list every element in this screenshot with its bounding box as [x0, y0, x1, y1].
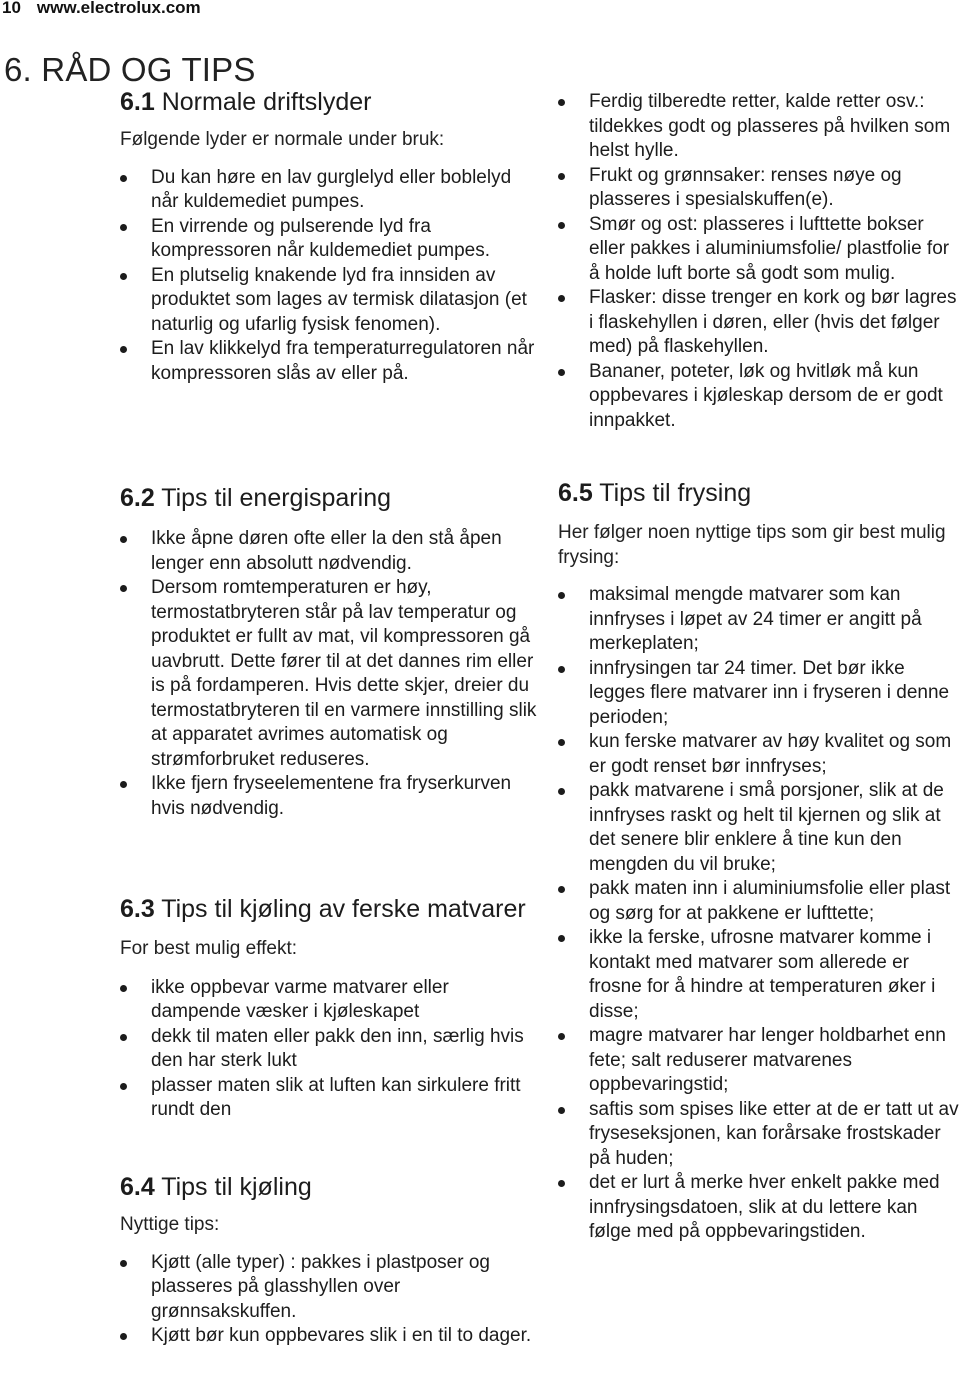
bullet-list	[120, 1251, 540, 1349]
list-item: Ikke fjern fryseelementene fra fryserkurven hvis nødvendig.	[120, 772, 540, 821]
list-item: Ferdig tilberedte retter, kalde retter osv.: tildekkes godt og plasseres på hvilken som helst hylle.	[558, 90, 960, 164]
section-6-4-continued	[558, 90, 960, 433]
bullet-list	[558, 583, 960, 1245]
list-item: Frukt og grønnsaker: renses nøye og plasseres i spesialskuffen(e).	[558, 164, 960, 213]
chapter-title: 6. RÅD OG TIPS	[4, 51, 256, 89]
list-item: En virrende og pulserende lyd fra kompressoren når kuldemediet pumpes.	[120, 215, 540, 264]
section-heading: Tips til frysing	[592, 479, 752, 507]
page-number: 10	[2, 0, 21, 17]
page-header	[2, 0, 201, 18]
bullet-list	[120, 527, 540, 821]
list-item: Kjøtt bør kun oppbevares slik i en til to dager.	[120, 1324, 540, 1349]
list-item: dekk til maten eller pakk den inn, særlig hvis den har sterk lukt	[120, 1025, 540, 1074]
list-item: Kjøtt (alle typer) : pakkes i plastposer og plasseres på glasshyllen over grønnsakskuffen.	[120, 1251, 540, 1325]
list-item: magre matvarer har lenger holdbarhet enn fete; salt reduserer matvarenes oppbevaringstid;	[558, 1024, 960, 1098]
section-6-4	[120, 1172, 540, 1349]
section-number: 6.2	[120, 484, 155, 512]
bullet-list	[120, 166, 540, 387]
list-item: kun ferske matvarer av høy kvalitet og som er godt renset bør innfryses;	[558, 730, 960, 779]
list-item: ikke oppbevar varme matvarer eller dampende væsker i kjøleskapet	[120, 976, 540, 1025]
section-number: 6.3	[120, 895, 155, 923]
section-6-1	[120, 87, 540, 386]
list-item: innfrysingen tar 24 timer. Det bør ikke legges flere matvarer inn i fryseren i denne perioden;	[558, 657, 960, 731]
list-item: Du kan høre en lav gurglelyd eller boblelyd når kuldemediet pumpes.	[120, 166, 540, 215]
section-6-2	[120, 483, 540, 821]
list-item: maksimal mengde matvarer som kan innfryses i løpet av 24 timer er angitt på merkeplaten;	[558, 583, 960, 657]
section-title	[120, 1172, 540, 1203]
list-item: En plutselig knakende lyd fra innsiden av produktet som lages av termisk dilatasjon (et naturlig og ufarlig fysisk fenomen).	[120, 264, 540, 338]
list-item: Dersom romtemperaturen er høy, termostatbryteren står på lav temperatur og produktet er fullt av mat, vil kompressoren gå uavbrutt. Dette fører til at det dannes rim eller is på fordamperen. Hvis dette skjer, dreier du termostatbryteren til en varmere innstilling slik at apparatet avrimes automatisk og strømforbruket reduseres.	[120, 576, 540, 772]
section-6-3	[120, 894, 540, 1123]
section-heading: Tips til kjøling	[154, 1173, 312, 1201]
bullet-list	[120, 976, 540, 1123]
list-item: Ikke åpne døren ofte eller la den stå åpen lenger enn absolutt nødvendig.	[120, 527, 540, 576]
section-title	[558, 478, 960, 509]
website-url[interactable]: www.electrolux.com	[36, 0, 201, 17]
section-intro: Nyttige tips:	[120, 1214, 220, 1235]
section-number: 6.4	[120, 1173, 155, 1201]
section-6-5	[558, 478, 960, 1245]
list-item: En lav klikkelyd fra temperaturregulatoren når kompressoren slås av eller på.	[120, 337, 540, 386]
list-item: det er lurt å merke hver enkelt pakke med innfrysingsdatoen, slik at du lettere kan følge med på oppbevaringstiden.	[558, 1171, 960, 1245]
list-item: Flasker: disse trenger en kork og bør lagres i flaskehyllen i døren, eller (hvis det følger med) på flaskehyllen.	[558, 286, 960, 360]
list-item: pakk matvarene i små porsjoner, slik at de innfryses raskt og helt til kjernen og slik at det senere blir enklere å tine kun den mengden du vil bruke;	[558, 779, 960, 877]
list-item: saftis som spises like etter at de er tatt ut av fryseseksjonen, kan forårsake frostskader på huden;	[558, 1098, 960, 1172]
section-heading: Tips til energisparing	[154, 484, 391, 512]
list-item: ikke la ferske, ufrosne matvarer komme i kontakt med matvarer som allerede er frosne for å hindre at temperaturen øker i disse;	[558, 926, 960, 1024]
section-intro: Følgende lyder er normale under bruk:	[120, 129, 445, 150]
list-item: pakk maten inn i aluminiumsfolie eller plast og sørg for at pakkene er lufttette;	[558, 877, 960, 926]
list-item: Bananer, poteter, løk og hvitløk må kun oppbevares i kjøleskap dersom de er godt innpakket.	[558, 360, 960, 434]
list-item: plasser maten slik at luften kan sirkulere fritt rundt den	[120, 1074, 540, 1123]
section-intro: Her følger noen nyttige tips som gir best mulig frysing:	[558, 522, 946, 568]
section-intro: For best mulig effekt:	[120, 938, 298, 959]
section-number: 6.1	[120, 88, 155, 116]
section-title	[120, 87, 540, 118]
list-item: Smør og ost: plasseres i lufttette bokser eller pakkes i aluminiumsfolie/ plastfolie for å holde luft borte så godt som mulig.	[558, 213, 960, 287]
section-title	[120, 894, 540, 925]
section-number: 6.5	[558, 479, 593, 507]
section-title	[120, 483, 540, 514]
bullet-list	[558, 90, 960, 433]
section-heading: Normale driftslyder	[154, 88, 372, 116]
section-heading: Tips til kjøling av ferske matvarer	[154, 895, 526, 923]
